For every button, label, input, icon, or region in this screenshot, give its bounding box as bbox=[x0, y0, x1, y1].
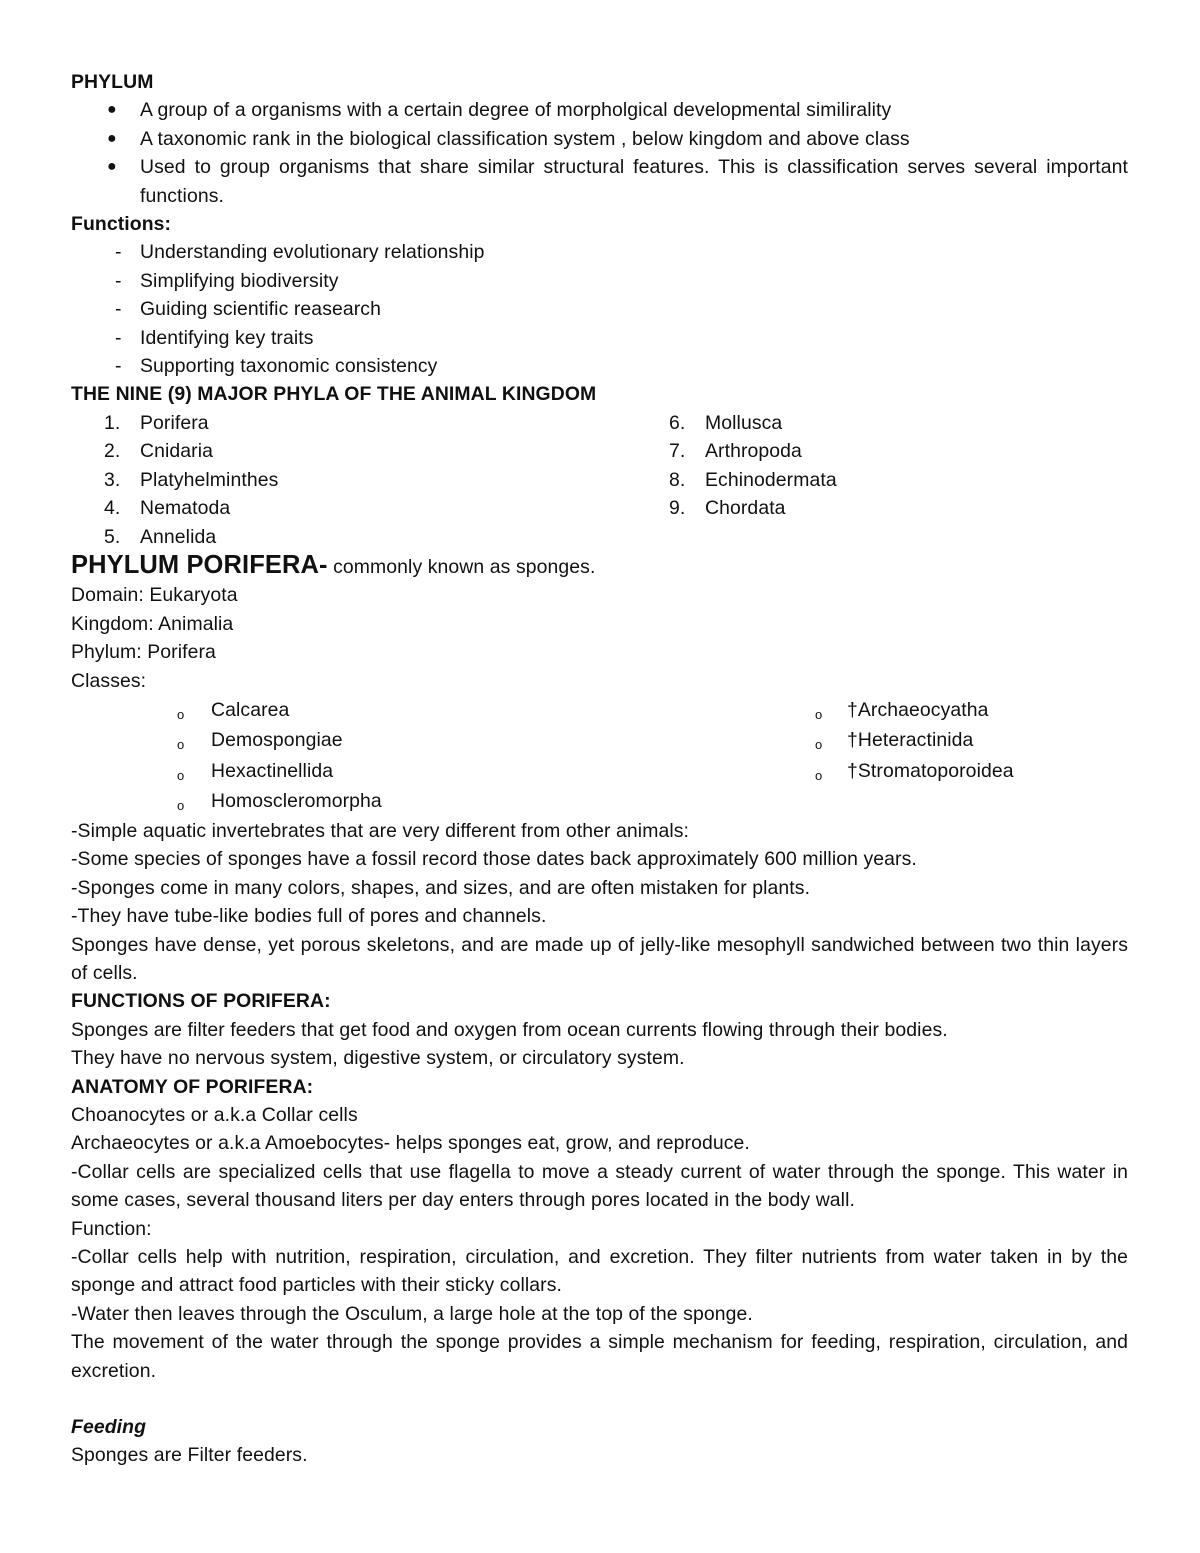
dash-icon: - bbox=[115, 269, 122, 292]
list-item: - Identifying key traits bbox=[71, 324, 1128, 352]
list-item: 1. Porifera bbox=[104, 411, 209, 434]
list-item: 9. Chordata bbox=[669, 497, 786, 520]
bullet-icon: ● bbox=[107, 101, 117, 119]
list-item: - Simplifying biodiversity bbox=[71, 267, 1128, 295]
list-item: 8. Echinodermata bbox=[669, 468, 837, 491]
porifera-subtitle: commonly known as sponges. bbox=[327, 555, 596, 578]
description-line: -Sponges come in many colors, shapes, and sizes, and are often mistaken for plants. bbox=[71, 876, 811, 899]
collar-cells-paragraph: -Collar cells are specialized cells that use flagella to move a steady current of water through the sponge. This water in some cases, several thousand liters per day enters through pores located in the body wall. bbox=[71, 1160, 1128, 1212]
list-item: o Demospongiae bbox=[71, 725, 645, 756]
list-item: 7. Arthropoda bbox=[669, 440, 802, 463]
functions-list bbox=[71, 238, 1128, 380]
list-item: o Calcarea bbox=[71, 695, 645, 726]
anatomy-heading: ANATOMY OF PORIFERA: bbox=[71, 1075, 314, 1098]
list-item: 3. Platyhelminthes bbox=[104, 468, 279, 491]
phyla-column-2 bbox=[636, 409, 1128, 523]
circle-bullet-icon: o bbox=[815, 706, 823, 722]
function-label: Function: bbox=[71, 1217, 152, 1240]
list-item: - Understanding evolutionary relationship bbox=[71, 238, 1128, 266]
dash-icon: - bbox=[115, 298, 122, 321]
bullet-icon: ● bbox=[107, 129, 117, 147]
anatomy-line: Choanocytes or a.k.a Collar cells bbox=[71, 1104, 358, 1126]
description-line: -Simple aquatic invertebrates that are very different from other animals: bbox=[71, 819, 690, 842]
list-item: 5. Annelida bbox=[104, 525, 217, 548]
taxonomy-kingdom: Kingdom: Animalia bbox=[71, 612, 234, 635]
circle-bullet-icon: o bbox=[815, 767, 823, 783]
functions-of-porifera-heading: FUNCTIONS OF PORIFERA: bbox=[71, 990, 331, 1013]
taxonomy-classes-label: Classes: bbox=[71, 669, 147, 692]
nine-phyla-heading: THE NINE (9) MAJOR PHYLA OF THE ANIMAL KINGDOM bbox=[71, 383, 597, 406]
list-item: o Homoscleromorpha bbox=[71, 786, 645, 817]
circle-bullet-icon: o bbox=[815, 737, 823, 753]
dash-icon: - bbox=[115, 355, 122, 378]
phylum-bullet-list bbox=[71, 96, 1128, 210]
functions-line: They have no nervous system, digestive system, or circulatory system. bbox=[71, 1047, 685, 1070]
taxonomy-domain: Domain: Eukaryota bbox=[71, 584, 238, 607]
functions-line: Sponges are filter feeders that get food and oxygen from ocean currents flowing through their bodies. bbox=[71, 1018, 948, 1041]
document-page bbox=[71, 68, 1128, 1470]
functions-heading: Functions: bbox=[71, 213, 172, 236]
classes-column-2 bbox=[71, 695, 1128, 787]
classes-list bbox=[71, 695, 1128, 817]
list-item: 6. Mollusca bbox=[669, 411, 783, 434]
list-item: o †Heteractinida bbox=[71, 725, 1128, 756]
circle-bullet-icon: o bbox=[177, 737, 185, 753]
function-paragraph: -Collar cells help with nutrition, respiration, circulation, and excretion. They filter nutrients from water taken in by the sponge and attract food particles with their sticky collars. bbox=[71, 1246, 1128, 1297]
list-item: o †Stromatoporoidea bbox=[71, 756, 1128, 787]
taxonomy-phylum: Phylum: Porifera bbox=[71, 641, 216, 664]
porifera-title: PHYLUM PORIFERA- bbox=[71, 550, 328, 579]
phylum-heading: PHYLUM bbox=[71, 71, 154, 93]
phyla-list bbox=[71, 409, 1128, 551]
list-item: ● A group of a organisms with a certain degree of morpholgical developmental similirality bbox=[71, 96, 1128, 124]
feeding-heading: Feeding bbox=[71, 1416, 147, 1439]
list-item: 4. Nematoda bbox=[104, 497, 231, 520]
anatomy-line: Archaeocytes or a.k.a Amoebocytes- helps sponges eat, grow, and reproduce. bbox=[71, 1132, 750, 1155]
description-line: -They have tube-like bodies full of pores and channels. bbox=[71, 905, 547, 928]
porifera-title-line bbox=[71, 551, 1128, 581]
description-line: -Some species of sponges have a fossil record those dates back approximately 600 million years. bbox=[71, 848, 917, 871]
phyla-column-1 bbox=[71, 409, 636, 551]
list-item: o †Archaeocyatha bbox=[71, 695, 1128, 726]
description-paragraph: Sponges have dense, yet porous skeletons, and are made up of jelly-like mesophyll sandwiched between two thin layers of cells. bbox=[71, 933, 1128, 984]
circle-bullet-icon: o bbox=[177, 706, 185, 722]
movement-paragraph: The movement of the water through the sponge provides a simple mechanism for feeding, respiration, circulation, and excretion. bbox=[71, 1331, 1128, 1382]
circle-bullet-icon: o bbox=[177, 798, 185, 814]
osculum-line: -Water then leaves through the Osculum, a large hole at the top of the sponge. bbox=[71, 1302, 753, 1325]
dash-icon: - bbox=[115, 241, 122, 264]
list-item: - Supporting taxonomic consistency bbox=[71, 352, 1128, 380]
list-item: ● Used to group organisms that share similar structural features. This is classification serves several important functions. bbox=[71, 153, 1128, 210]
circle-bullet-icon: o bbox=[177, 767, 185, 783]
dash-icon: - bbox=[115, 326, 122, 349]
list-item: 2. Cnidaria bbox=[104, 440, 214, 463]
list-item: - Guiding scientific reasearch bbox=[71, 295, 1128, 323]
list-item: ● A taxonomic rank in the biological classification system , below kingdom and above class bbox=[71, 125, 1128, 153]
list-item: o Hexactinellida bbox=[71, 756, 645, 787]
bullet-icon: ● bbox=[107, 158, 117, 176]
feeding-line: Sponges are Filter feeders. bbox=[71, 1444, 308, 1467]
